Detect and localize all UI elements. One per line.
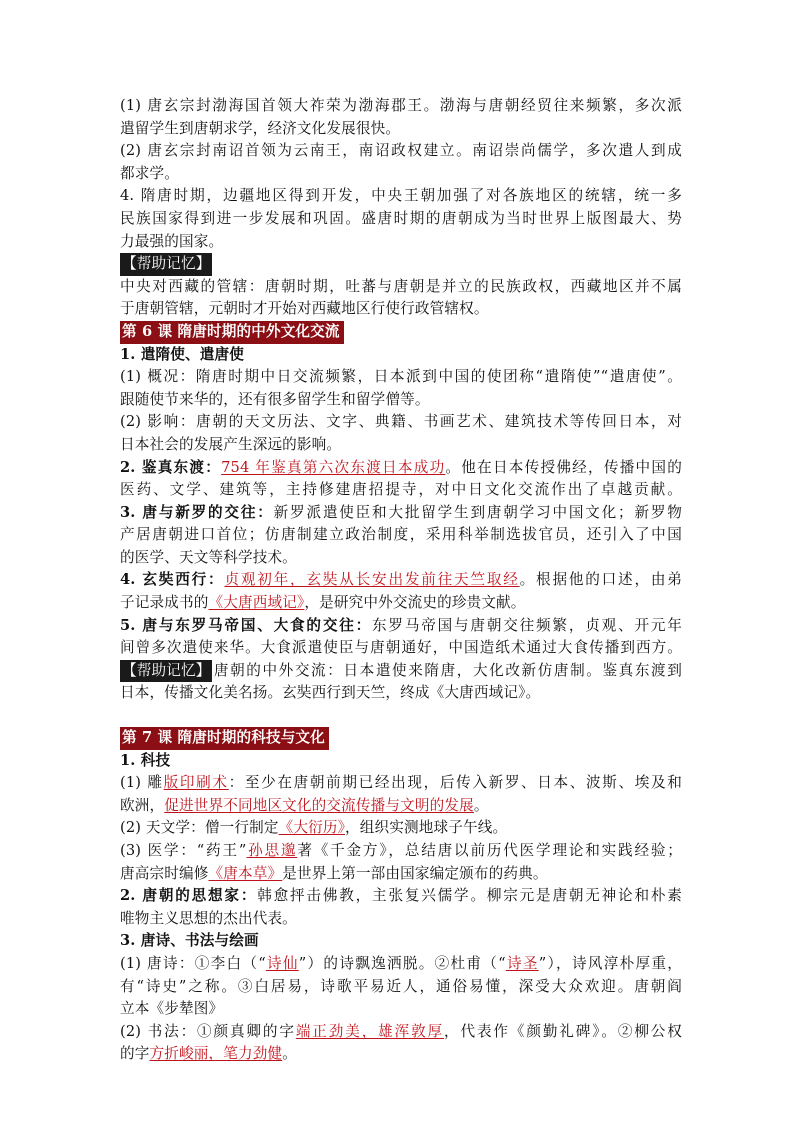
text-line: 有“诗史”之称。③白居易，诗歌平易近人，通俗易懂，深受大众欢迎。唐朝阎 xyxy=(120,977,682,995)
text-line: 日本，传播文化美名扬。玄奘西行到天竺，终成《大唐西域记》。 xyxy=(120,684,541,702)
text-span: 唐高宗时编修 xyxy=(120,864,209,882)
text-span: (3) 医学：“药王” xyxy=(120,842,247,859)
section-heading: 2. 唐朝的思想家： xyxy=(120,887,258,905)
text-span: 新罗派遣使臣和大批留学生到唐朝学习中国文化；新罗物 xyxy=(273,503,682,521)
text-line xyxy=(120,1043,682,1066)
key-point: 诗仙 xyxy=(265,954,299,972)
text-span: 韩愈抨击佛教，主张复兴儒学。柳宗元是唐朝无神论和朴素 xyxy=(257,887,682,905)
text-span: ”）的诗飘逸洒脱。②杜甫（“ xyxy=(298,954,506,972)
text-span: (2) 书法：①颜真卿的字 xyxy=(120,1022,296,1040)
text-line xyxy=(120,457,682,480)
text-line: 遣留学生到唐朝求学，经济文化发展很快。 xyxy=(120,119,401,137)
text-line: 日本社会的发展产生深远的影响。 xyxy=(120,435,342,453)
text-line: 跟随使节来华的，还有很多留学生和留学僧等。 xyxy=(120,390,430,408)
text-line: (2) 影响：唐朝的天文历法、文字、典籍、书画艺术、建筑技术等传回日本，对 xyxy=(120,413,682,431)
text-span: (2) 天文学：僧一行制定 xyxy=(120,819,279,837)
text-span: 。他在日本传授佛经，传播中国的 xyxy=(445,458,682,476)
text-span: 子记录成书的 xyxy=(120,594,209,612)
text-span: ：至少在唐朝前期已经出现，后传入新罗、日本、波斯、埃及和 xyxy=(228,774,683,792)
text-line xyxy=(120,953,682,976)
text-line: 唯物主义思想的杰出代表。 xyxy=(120,909,297,927)
key-point: 诗圣 xyxy=(505,954,539,972)
help-memory-tag: 【帮助记忆】 xyxy=(120,660,212,683)
text-line xyxy=(120,592,682,615)
text-span: 。根据他的口述，由弟 xyxy=(519,571,682,589)
text-line xyxy=(120,660,682,683)
key-point: 方折峻丽，笔力劲健 xyxy=(149,1045,283,1063)
text-line xyxy=(120,569,682,592)
text-line: (1) 唐玄宗封渤海国首领大祚荣为渤海郡王。渤海与唐朝经贸往来频繁，多次派 xyxy=(120,97,682,114)
text-line xyxy=(120,795,682,818)
key-point: 754 年鉴真第六次东渡日本成功 xyxy=(221,458,446,476)
document-page xyxy=(120,95,682,1066)
key-point: 贞观初年，玄奘从长安出发前往天竺取经 xyxy=(224,571,520,589)
text-line xyxy=(120,772,682,795)
text-line: 于唐朝管辖，元朝时才开始对西藏地区行使行政管辖权。 xyxy=(120,300,489,318)
text-span: (1) 雕 xyxy=(120,774,164,792)
text-line xyxy=(120,615,682,638)
key-point: 孙思邈 xyxy=(246,842,298,859)
text-line: 4. 隋唐时期，边疆地区得到开发，中央王朝加强了对各族地区的统辖，统一多 xyxy=(120,187,682,205)
text-line: 医药、文学、建筑等，主持修建唐招提寺，对中日文化交流作出了卓越贡献。 xyxy=(120,481,682,499)
text-line: 产居唐朝进口首位；仿唐制建立政治制度，采用科举制选拔官员，还引入了中国 xyxy=(120,526,682,544)
text-line xyxy=(120,502,682,525)
text-line xyxy=(120,840,682,863)
text-line: 间曾多次遣使来华。大食派遣使臣与唐朝通好，中国造纸术通过大食传播到西方。 xyxy=(120,639,682,657)
text-span: 。 xyxy=(473,796,489,814)
text-line: 立本《步辇图》 xyxy=(120,1000,224,1018)
text-line: (2) 唐玄宗封南诏首领为云南王，南诏政权建立。南诏崇尚儒学，多次遣人到成 xyxy=(120,142,682,160)
text-span: 著《千金方》，总结唐以前历代医学理论和实践经验； xyxy=(297,842,682,859)
text-span: (1) 唐诗：①李白（“ xyxy=(120,954,266,972)
text-span: ”），诗风淳朴厚重， xyxy=(538,954,682,972)
section-heading: 5. 唐与东罗马帝国、大食的交往： xyxy=(120,616,373,634)
text-line xyxy=(120,863,682,886)
text-span: 是世界上第一部由国家编定颁布的药典。 xyxy=(282,864,548,882)
text-span: 东罗马帝国与唐朝交往频繁，贞观、开元年 xyxy=(372,616,682,634)
key-point: 《大衍历》 xyxy=(278,819,346,837)
text-line xyxy=(120,885,682,908)
text-line: 中央对西藏的管辖：唐朝时期，吐蕃与唐朝是并立的民族政权，西藏地区并不属 xyxy=(120,277,682,295)
section-heading: 1. 遣隋使、遣唐使 xyxy=(120,345,244,363)
section-heading: 3. 唐与新罗的交往： xyxy=(120,503,274,521)
key-point: 《大唐西域记》 xyxy=(208,594,305,612)
text-span: 的字 xyxy=(120,1045,150,1063)
text-span: ，代表作《颜勤礼碑》。②柳公权 xyxy=(444,1022,682,1040)
help-memory-tag: 【帮助记忆】 xyxy=(120,253,212,276)
key-point: 促进世界不同地区文化的交流传播与文明的发展 xyxy=(164,796,474,814)
text-span: 欧洲， xyxy=(120,796,165,814)
text-span: ，组织实测地球子午线。 xyxy=(345,819,508,837)
text-span: 。 xyxy=(282,1045,297,1063)
lesson-7-title: 第 7 课 隋唐时期的科技与文化 xyxy=(120,727,329,750)
text-span: ，是研究中外交流史的珍贵文献。 xyxy=(304,594,526,612)
key-point: 《唐本草》 xyxy=(208,864,283,882)
text-line: 民族国家得到进一步发展和巩固。盛唐时期的唐朝成为当时世界上版图最大、势 xyxy=(120,209,682,227)
text-line: (1) 概况：隋唐时期中日交流频繁，日本派到中国的使团称“遣隋使”“遣唐使”。 xyxy=(120,368,682,386)
section-heading: 3. 唐诗、书法与绘画 xyxy=(120,932,259,950)
text-line: 的医学、天文等科学技术。 xyxy=(120,548,297,566)
key-point: 版印刷术 xyxy=(163,774,229,792)
key-point: 端正劲美，雄浑敦厚 xyxy=(295,1022,445,1040)
section-heading: 4. 玄奘西行： xyxy=(120,571,225,589)
text-line xyxy=(120,1021,682,1044)
text-line: 力最强的国家。 xyxy=(120,232,224,250)
lesson-6-title: 第 6 课 隋唐时期的中外文化交流 xyxy=(120,321,344,344)
section-heading: 2. 鉴真东渡： xyxy=(120,458,222,476)
text-line xyxy=(120,817,682,840)
section-heading: 1. 科技 xyxy=(120,751,171,769)
text-span: 唐朝的中外交流：日本遣使来隋唐，大化改新仿唐制。鉴真东渡到 xyxy=(212,661,682,679)
text-line: 都求学。 xyxy=(120,164,179,182)
